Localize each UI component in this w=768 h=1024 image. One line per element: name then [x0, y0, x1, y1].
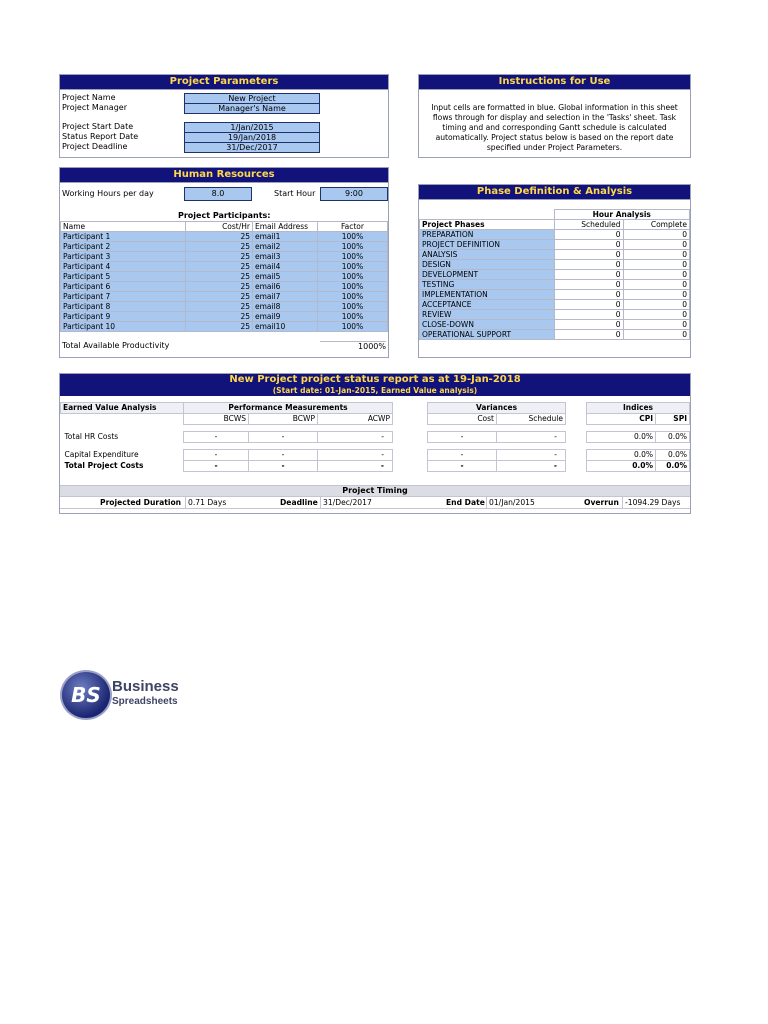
phase-scheduled: 0: [554, 240, 623, 250]
table-row[interactable]: [420, 240, 690, 250]
end-date-value: 01/Jan/2015: [486, 497, 535, 508]
phase-scheduled: 0: [554, 310, 623, 320]
participants-table: [60, 221, 388, 332]
participant-factor[interactable]: 100%: [318, 242, 388, 252]
table-row[interactable]: [61, 322, 388, 332]
instructions-panel: [418, 74, 691, 158]
participant-factor[interactable]: 100%: [318, 252, 388, 262]
bcwp-value: -: [249, 432, 318, 443]
participant-cost[interactable]: 25: [186, 262, 253, 272]
table-row[interactable]: [420, 270, 690, 280]
phase-complete: 0: [623, 330, 690, 340]
participant-factor[interactable]: 100%: [318, 292, 388, 302]
participant-factor[interactable]: 100%: [318, 262, 388, 272]
project-name-label: Project Name: [62, 93, 116, 102]
cpi-value: 0.0%: [587, 461, 656, 472]
overrun-label: Overrun: [584, 498, 619, 507]
table-row[interactable]: [420, 290, 690, 300]
spi-value: 0.0%: [656, 450, 690, 461]
eva-row-label: Total HR Costs: [64, 432, 119, 441]
human-resources-panel: [59, 167, 389, 358]
business-spreadsheets-logo: [60, 670, 200, 718]
phase-complete: 0: [623, 260, 690, 270]
participant-name[interactable]: Participant 3: [61, 252, 186, 262]
bcwp-value: -: [249, 461, 318, 472]
schedule-variance: -: [497, 432, 566, 443]
schedule-variance: -: [497, 461, 566, 472]
status-report-panel: [59, 373, 691, 514]
col-factor: Factor: [318, 222, 388, 232]
table-row[interactable]: [420, 300, 690, 310]
col-phase: Project Phases: [420, 220, 555, 230]
phase-complete: 0: [623, 240, 690, 250]
project-parameters-title: Project Parameters: [60, 75, 388, 90]
participant-cost[interactable]: 25: [186, 312, 253, 322]
earned-value-table: [60, 402, 690, 472]
schedule-variance: -: [497, 450, 566, 461]
participant-factor[interactable]: 100%: [318, 312, 388, 322]
table-row[interactable]: [420, 250, 690, 260]
variances-label: Variances: [428, 403, 566, 414]
phase-name[interactable]: IMPLEMENTATION: [420, 290, 555, 300]
start-hour-input[interactable]: 9:00: [320, 187, 388, 201]
participant-name[interactable]: Participant 6: [61, 282, 186, 292]
status-report-title: New Project project status report as at 19-Jan-2018: [60, 374, 690, 386]
project-deadline-input[interactable]: 31/Dec/2017: [184, 142, 320, 153]
participant-factor[interactable]: 100%: [318, 232, 388, 242]
phase-scheduled: 0: [554, 300, 623, 310]
phase-name[interactable]: TESTING: [420, 280, 555, 290]
phase-name[interactable]: PREPARATION: [420, 230, 555, 240]
logo-mark-text: BS: [71, 683, 101, 707]
hour-analysis-label: Hour Analysis: [554, 210, 690, 220]
acwp-value: -: [318, 461, 393, 472]
phase-name[interactable]: ACCEPTANCE: [420, 300, 555, 310]
col-cost: Cost/Hr: [186, 222, 253, 232]
table-row[interactable]: [420, 280, 690, 290]
table-row[interactable]: [61, 282, 388, 292]
project-start-date-input[interactable]: 1/Jan/2015: [184, 122, 320, 133]
phase-complete: 0: [623, 270, 690, 280]
participant-email[interactable]: email4: [253, 262, 318, 272]
cost-variance: -: [428, 461, 497, 472]
human-resources-title: Human Resources: [60, 168, 388, 183]
productivity-value: 1000%: [320, 341, 386, 352]
table-row[interactable]: [61, 292, 388, 302]
phase-name[interactable]: CLOSE-DOWN: [420, 320, 555, 330]
table-row[interactable]: [61, 242, 388, 252]
table-row: [61, 432, 690, 443]
cpi-value: 0.0%: [587, 450, 656, 461]
project-parameters-panel: [59, 74, 389, 158]
status-report-date-label: Status Report Date: [62, 132, 139, 141]
phase-scheduled: 0: [554, 230, 623, 240]
acwp-value: -: [318, 450, 393, 461]
acwp-value: -: [318, 432, 393, 443]
participant-name[interactable]: Participant 4: [61, 262, 186, 272]
table-row: [61, 450, 690, 461]
table-row[interactable]: [420, 320, 690, 330]
phase-scheduled: 0: [554, 270, 623, 280]
participant-email[interactable]: email1: [253, 232, 318, 242]
col-name: Name: [61, 222, 186, 232]
deadline-value: 31/Dec/2017: [320, 497, 372, 508]
project-manager-input[interactable]: Manager's Name: [184, 103, 320, 114]
spi-value: 0.0%: [656, 461, 690, 472]
table-row[interactable]: [61, 312, 388, 322]
participant-email[interactable]: email6: [253, 282, 318, 292]
table-row[interactable]: [61, 232, 388, 242]
table-row[interactable]: [61, 262, 388, 272]
phase-name[interactable]: PROJECT DEFINITION: [420, 240, 555, 250]
col-cpi: CPI: [587, 414, 656, 425]
project-timing-row: [60, 496, 690, 509]
instructions-title: Instructions for Use: [419, 75, 690, 90]
project-timing-label: Project Timing: [60, 485, 690, 496]
phase-scheduled: 0: [554, 320, 623, 330]
spi-value: 0.0%: [656, 432, 690, 443]
participant-name[interactable]: Participant 8: [61, 302, 186, 312]
productivity-label: Total Available Productivity: [62, 341, 170, 350]
participant-name[interactable]: Participant 7: [61, 292, 186, 302]
phase-scheduled: 0: [554, 290, 623, 300]
phase-name[interactable]: ANALYSIS: [420, 250, 555, 260]
bcwp-value: -: [249, 450, 318, 461]
phase-scheduled: 0: [554, 260, 623, 270]
participant-cost[interactable]: 25: [186, 252, 253, 262]
participant-factor[interactable]: 100%: [318, 282, 388, 292]
end-date-label: End Date: [446, 498, 485, 507]
phase-complete: 0: [623, 310, 690, 320]
indices-label: Indices: [587, 403, 690, 414]
phase-complete: 0: [623, 230, 690, 240]
phase-title: Phase Definition & Analysis: [419, 185, 690, 200]
participant-cost[interactable]: 25: [186, 242, 253, 252]
participant-factor[interactable]: 100%: [318, 272, 388, 282]
phase-name[interactable]: REVIEW: [420, 310, 555, 320]
col-scheduled: Scheduled: [554, 220, 623, 230]
participant-cost[interactable]: 25: [186, 302, 253, 312]
participant-name[interactable]: Participant 9: [61, 312, 186, 322]
participant-email[interactable]: email2: [253, 242, 318, 252]
bcws-value: -: [184, 432, 249, 443]
table-row: [61, 461, 690, 472]
start-hour-label: Start Hour: [274, 189, 316, 198]
phase-table: [419, 209, 690, 340]
cost-variance: -: [428, 450, 497, 461]
deadline-label: Deadline: [280, 498, 318, 507]
participant-factor[interactable]: 100%: [318, 302, 388, 312]
phase-complete: 0: [623, 250, 690, 260]
participant-name[interactable]: Participant 2: [61, 242, 186, 252]
col-cost: Cost: [428, 414, 497, 425]
phase-panel: [418, 184, 691, 358]
participant-email[interactable]: email9: [253, 312, 318, 322]
participant-name[interactable]: Participant 10: [61, 322, 186, 332]
projected-duration-value: 0.71 Days: [185, 497, 226, 508]
phase-name[interactable]: OPERATIONAL SUPPORT: [420, 330, 555, 340]
projected-duration-label: Projected Duration: [100, 498, 182, 507]
cpi-value: 0.0%: [587, 432, 656, 443]
performance-label: Performance Measurements: [184, 403, 393, 414]
participant-email[interactable]: email8: [253, 302, 318, 312]
phase-scheduled: 0: [554, 250, 623, 260]
phase-complete: 0: [623, 280, 690, 290]
participant-name[interactable]: Participant 5: [61, 272, 186, 282]
participant-email[interactable]: email5: [253, 272, 318, 282]
phase-name[interactable]: DEVELOPMENT: [420, 270, 555, 280]
participants-title: Project Participants:: [178, 211, 271, 220]
eva-label: Earned Value Analysis: [61, 403, 184, 414]
bcws-value: -: [184, 461, 249, 472]
phase-scheduled: 0: [554, 330, 623, 340]
table-row[interactable]: [420, 260, 690, 270]
status-report-subtitle: (Start date: 01-Jan-2015, Earned Value analysis): [60, 386, 690, 396]
overrun-value: -1094.29 Days: [622, 497, 681, 508]
phase-complete: 0: [623, 290, 690, 300]
status-report-date-input[interactable]: 19/Jan/2018: [184, 132, 320, 143]
table-row[interactable]: [61, 272, 388, 282]
phase-name[interactable]: DESIGN: [420, 260, 555, 270]
participant-cost[interactable]: 25: [186, 232, 253, 242]
table-row[interactable]: [420, 330, 690, 340]
project-manager-label: Project Manager: [62, 103, 127, 112]
working-hours-label: Working Hours per day: [62, 189, 154, 198]
participant-name[interactable]: Participant 1: [61, 232, 186, 242]
participant-factor[interactable]: 100%: [318, 322, 388, 332]
bcws-value: -: [184, 450, 249, 461]
table-row[interactable]: [420, 310, 690, 320]
table-row[interactable]: [420, 230, 690, 240]
project-deadline-label: Project Deadline: [62, 142, 128, 151]
participant-email[interactable]: email3: [253, 252, 318, 262]
logo-line2: Spreadsheets: [112, 696, 178, 707]
participant-cost[interactable]: 25: [186, 272, 253, 282]
participant-cost[interactable]: 25: [186, 282, 253, 292]
project-name-input[interactable]: New Project: [184, 93, 320, 104]
col-schedule: Schedule: [497, 414, 566, 425]
cost-variance: -: [428, 432, 497, 443]
phase-complete: 0: [623, 320, 690, 330]
phase-complete: 0: [623, 300, 690, 310]
participant-cost[interactable]: 25: [186, 292, 253, 302]
working-hours-input[interactable]: 8.0: [184, 187, 252, 201]
col-email: Email Address: [253, 222, 318, 232]
col-bcws: BCWS: [184, 414, 249, 425]
col-spi: SPI: [656, 414, 690, 425]
project-start-date-label: Project Start Date: [62, 122, 134, 131]
phase-scheduled: 0: [554, 280, 623, 290]
participant-cost[interactable]: 25: [186, 322, 253, 332]
eva-row-label: Capital Expenditure: [64, 450, 139, 459]
instructions-text: Input cells are formatted in blue. Global information in this sheet flows through for display and selection in the 'Tasks' sheet. Task timing and and corresponding Gantt schedule is calculated automatically. Project status below is based on the report date specified under Project Parameters.: [431, 103, 678, 152]
logo-mark: [60, 670, 112, 720]
col-acwp: ACWP: [318, 414, 393, 425]
logo-line1: Business: [112, 678, 179, 695]
col-bcwp: BCWP: [249, 414, 318, 425]
participant-email[interactable]: email7: [253, 292, 318, 302]
participant-email[interactable]: email10: [253, 322, 318, 332]
col-complete: Complete: [623, 220, 690, 230]
table-row[interactable]: [61, 252, 388, 262]
table-row[interactable]: [61, 302, 388, 312]
eva-row-label: Total Project Costs: [64, 461, 144, 470]
